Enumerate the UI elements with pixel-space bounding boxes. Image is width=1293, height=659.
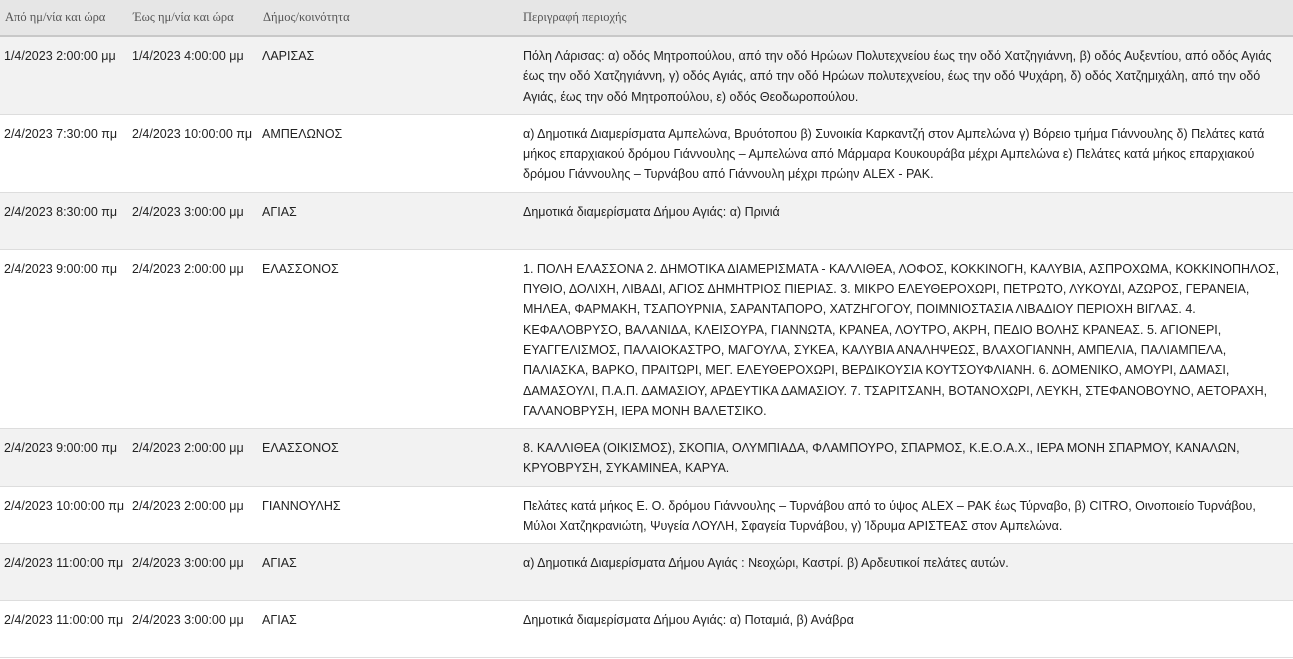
cell-area-description: α) Δημοτικά Διαμερίσματα Δήμου Αγιάς : Νεοχώρι, Καστρί. β) Αρδευτικοί πελάτες αυτών. — [517, 544, 1293, 601]
cell-area-description: Πελάτες κατά μήκος Ε. Ο. δρόμου Γιάννουλης – Τυρνάβου από το ύψος ALEX – PAK έως Τύρναβο, β) CITRO, Οινοποιείο Τυρνάβου, Μύλοι Χατζηκρανιώτη, Ψυγεία ΛΟΥΛΗ, Σφαγεία Τυρνάβου, γ) Ίδρυμα ΑΡΙΣΤΕΑΣ στον Αμπελώνα. — [517, 486, 1293, 544]
cell-municipality: ΛΑΡΙΣΑΣ — [258, 36, 517, 114]
cell-municipality: ΕΛΑΣΣΟΝΟΣ — [258, 429, 517, 487]
cell-from-date: 2/4/2023 7:30:00 πμ — [0, 114, 128, 192]
table-row — [0, 249, 1293, 428]
header-municipality: Δήμος/κοινότητα — [258, 0, 517, 36]
table-header-row — [0, 0, 1293, 36]
cell-area-description: Δημοτικά διαμερίσματα Δήμου Αγιάς: α) Ποταμιά, β) Ανάβρα — [517, 601, 1293, 658]
cell-municipality: ΕΛΑΣΣΟΝΟΣ — [258, 249, 517, 428]
table-row — [0, 429, 1293, 487]
table-row — [0, 601, 1293, 658]
cell-from-date: 2/4/2023 10:00:00 πμ — [0, 486, 128, 544]
cell-from-date: 2/4/2023 9:00:00 πμ — [0, 429, 128, 487]
cell-municipality: ΓΙΑΝΝΟΥΛΗΣ — [258, 486, 517, 544]
cell-from-date: 2/4/2023 9:00:00 πμ — [0, 249, 128, 428]
cell-to-date: 1/4/2023 4:00:00 μμ — [128, 36, 258, 114]
cell-to-date: 2/4/2023 3:00:00 μμ — [128, 544, 258, 601]
cell-from-date: 1/4/2023 2:00:00 μμ — [0, 36, 128, 114]
cell-from-date: 2/4/2023 11:00:00 πμ — [0, 601, 128, 658]
cell-to-date: 2/4/2023 3:00:00 μμ — [128, 601, 258, 658]
table-row — [0, 544, 1293, 601]
table-row — [0, 36, 1293, 114]
cell-to-date: 2/4/2023 10:00:00 πμ — [128, 114, 258, 192]
table-row — [0, 114, 1293, 192]
cell-area-description: 8. ΚΑΛΛΙΘΕΑ (ΟΙΚΙΣΜΟΣ), ΣΚΟΠΙΑ, ΟΛΥΜΠΙΑΔΑ, ΦΛΑΜΠΟΥΡΟ, ΣΠΑΡΜΟΣ, Κ.Ε.Ο.Α.Χ., ΙΕΡΑ ΜΟΝΗ ΣΠΑΡΜΟΥ, ΚΑΝΑΛΩΝ, ΚΡΥΟΒΡΥΣΗ, ΣΥΚΑΜΙΝΕΑ, ΚΑΡΥΑ. — [517, 429, 1293, 487]
cell-to-date: 2/4/2023 2:00:00 μμ — [128, 486, 258, 544]
cell-area-description: Δημοτικά διαμερίσματα Δήμου Αγιάς: α) Πρινιά — [517, 192, 1293, 249]
cell-municipality: ΑΓΙΑΣ — [258, 192, 517, 249]
cell-municipality: ΑΜΠΕΛΩΝΟΣ — [258, 114, 517, 192]
cell-municipality: ΑΓΙΑΣ — [258, 544, 517, 601]
cell-to-date: 2/4/2023 3:00:00 μμ — [128, 192, 258, 249]
cell-area-description: 1. ΠΟΛΗ ΕΛΑΣΣΟΝΑ 2. ΔΗΜΟΤΙΚΑ ΔΙΑΜΕΡΙΣΜΑΤΑ - ΚΑΛΛΙΘΕΑ, ΛΟΦΟΣ, ΚΟΚΚΙΝΟΓΗ, ΚΑΛΥΒΙΑ, ΑΣΠΡΟΧΩΜΑ, ΚΟΚΚΙΝΟΠΗΛΟΣ, ΠΥΘΙΟ, ΔΟΛΙΧΗ, ΛΙΒΑΔΙ, ΑΓΙΟΣ ΔΗΜΗΤΡΙΟΣ ΠΙΕΡΙΑΣ. 3. ΜΙΚΡΟ ΕΛΕΥΘΕΡΟΧΩΡΙ, ΠΕΤΡΩΤΟ, ΛΥΚΟΥΔΙ, ΑΖΩΡΟΣ, ΓΕΡΑΝΕΙΑ, ΜΗΛΕΑ, ΦΑΡΜΑΚΗ, ΤΣΑΠΟΥΡΝΙΑ, ΣΑΡΑΝΤΑΠΟΡΟ, ΧΑΤΖΗΓΟΓΟΥ, ΠΟΙΜΝΙΟΣΤΑΣΙΑ ΛΙΒΑΔΙΟΥ ΠΕΡΙΟΧΗ ΒΙΓΛΑΣ. 4. ΚΕΦΑΛΟΒΡΥΣΟ, ΒΑΛΑΝΙΔΑ, ΚΛΕΙΣΟΥΡΑ, ΓΙΑΝΝΩΤΑ, ΚΡΑΝΕΑ, ΛΟΥΤΡΟ, ΑΚΡΗ, ΠΕΔΙΟ ΒΟΛΗΣ ΚΡΑΝΕΑΣ. 5. ΑΓΙΟΝΕΡΙ, ΕΥΑΓΓΕΛΙΣΜΟΣ, ΠΑΛΑΙΟΚΑΣΤΡΟ, ΜΑΓΟΥΛΑ, ΣΥΚΕΑ, ΚΑΛΥΒΙΑ ΑΝΑΛΗΨΕΩΣ, ΒΛΑΧΟΓΙΑΝΝΗ, ΑΜΠΕΛΙΑ, ΠΑΛΙΑΜΠΕΛΑ, ΠΑΛΙΑΣΚΑ, ΒΑΡΚΟ, ΠΡΑΙΤΩΡΙ, ΜΕΓ. ΕΛΕΥΘΕΡΟΧΩΡΙ, ΒΕΡΔΙΚΟΥΣΙΑ ΚΟΥΤΣΟΥΦΛΙΑΝΗ. 6. ΔΟΜΕΝΙΚΟ, ΑΜΟΥΡΙ, ΔΑΜΑΣΙ, ΔΑΜΑΣΟΥΛΙ, Π.Α.Π. ΔΑΜΑΣΙΟΥ, ΑΡΔΕΥΤΙΚΑ ΔΑΜΑΣΙΟΥ. 7. ΤΣΑΡΙΤΣΑΝΗ, ΒΟΤΑΝΟΧΩΡΙ, ΛΕΥΚΗ, ΣΤΕΦΑΝΟΒΟΥΝΟ, ΑΕΤΟΡΑΧΗ, ΓΑΛΑΝΟΒΡΥΣΗ, ΙΕΡΑ ΜΟΝΗ ΒΑΛΕΤΣΙΚΟ. — [517, 249, 1293, 428]
cell-from-date: 2/4/2023 8:30:00 πμ — [0, 192, 128, 249]
table-row — [0, 486, 1293, 544]
header-to-date: Έως ημ/νία και ώρα — [128, 0, 258, 36]
cell-to-date: 2/4/2023 2:00:00 μμ — [128, 249, 258, 428]
header-from-date: Από ημ/νία και ώρα — [0, 0, 128, 36]
cell-from-date: 2/4/2023 11:00:00 πμ — [0, 544, 128, 601]
cell-area-description: Πόλη Λάρισας: α) οδός Μητροπούλου, από την οδό Ηρώων Πολυτεχνείου έως την οδό Χατζηγιάννη, β) οδός Αυξεντίου, από οδός Αγιάς έως την οδό Χατζηγιάννη, γ) οδός Αγιάς, από την οδό Ηρώων πολυτεχνείου, έως την οδό Ψυχάρη, δ) οδός Χατζημιχάλη, από την οδό Αγιάς, έως την οδό Μητροπούλου, ε) οδός Θεοδωροπούλου. — [517, 36, 1293, 114]
header-area-description: Περιγραφή περιοχής — [517, 0, 1293, 36]
cell-to-date: 2/4/2023 2:00:00 μμ — [128, 429, 258, 487]
cell-area-description: α) Δημοτικά Διαμερίσματα Αμπελώνα, Βρυότοπου β) Συνοικία Καρκαντζή στον Αμπελώνα γ) Βόρειο τμήμα Γιάννουλης δ) Πελάτες κατά μήκος επαρχιακού δρόμου Γιάννουλης – Αμπελώνα από Μάρμαρα Κουκουράβα μέχρι Αμπελώνα ε) Πελάτες κατά μήκος επαρχιακού δρόμου Γιάννουλης – Τυρνάβου από Γιάννουλη μέχρι πρώην ALEX - PAK. — [517, 114, 1293, 192]
cell-municipality: ΑΓΙΑΣ — [258, 601, 517, 658]
table-row — [0, 192, 1293, 249]
